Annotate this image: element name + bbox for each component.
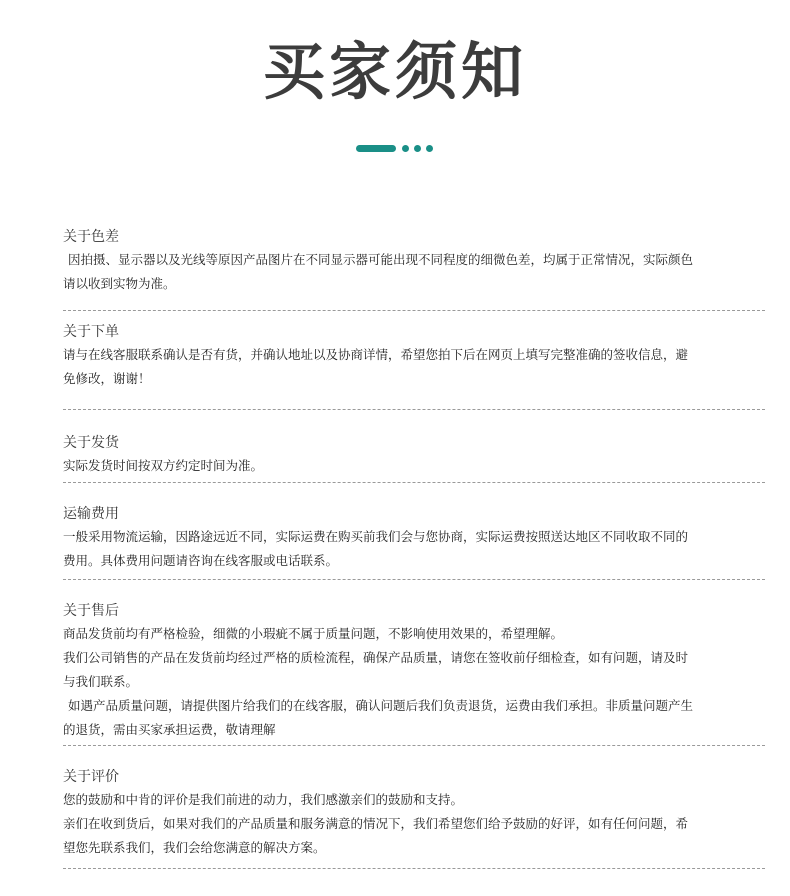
section-shipping: [63, 422, 765, 483]
section-after-sales: [63, 590, 765, 746]
section-text-line: 亲们在收到货后，如果对我们的产品质量和服务满意的情况下，我们希望您们给予鼓励的好评，如有任何问题，希: [63, 816, 689, 831]
section-text-line: 免修改，谢谢！: [63, 371, 151, 386]
section-text-line: 望您先联系我们，我们会给您满意的解决方案。: [63, 840, 326, 855]
section-text-line: 如遇产品质量问题，请提供图片给我们的在线客服，确认问题后我们负责退货，运费由我们承担。非质量问题产生: [68, 698, 694, 713]
section-text-line: 商品发货前均有严格检验，细微的小瑕疵不属于质量问题，不影响使用效果的，希望理解。: [63, 626, 564, 641]
section-text-line: 请以收到实物为准。: [63, 276, 176, 291]
section-heading: 关于售后: [63, 603, 119, 619]
section-ordering: [63, 311, 765, 410]
page-title: 买家须知: [262, 35, 527, 108]
ornament-dot: [414, 145, 421, 152]
notice-sections: [63, 226, 765, 869]
section-reviews: [63, 756, 765, 869]
section-text-line: 您的鼓励和中肯的评价是我们前进的动力，我们感激亲们的鼓励和支持。: [63, 792, 464, 807]
section-heading: 关于评价: [63, 769, 119, 785]
section-color-difference: [63, 226, 765, 311]
section-text-line: 我们公司销售的产品在发货前均经过严格的质检流程，确保产品质量，请您在签收前仔细检查，如有问题，请及时: [63, 650, 689, 665]
section-heading: 关于发货: [63, 435, 119, 451]
section-heading: 关于色差: [63, 229, 119, 245]
section-text-line: 的退货，需由买家承担运费，敬请理解: [63, 722, 276, 737]
section-text-line: 一般采用物流运输，因路途远近不同，实际运费在购买前我们会与您协商，实际运费按照送达地区不同收取不同的: [63, 529, 689, 544]
section-text-line: 费用。具体费用问题请咨询在线客服或电话联系。: [63, 553, 339, 568]
section-freight: [63, 493, 765, 580]
section-text-line: 实际发货时间按双方约定时间为准。: [63, 458, 264, 473]
title-ornament: [356, 144, 438, 152]
section-heading: 运输费用: [63, 506, 119, 522]
ornament-bar: [356, 145, 396, 152]
ornament-dot: [426, 145, 433, 152]
ornament-dot: [402, 145, 409, 152]
section-text-line: 与我们联系。: [63, 674, 139, 689]
section-heading: 关于下单: [63, 324, 119, 340]
section-text-line: 因拍摄、显示器以及光线等原因产品图片在不同显示器可能出现不同程度的细微色差，均属于正常情况，实际颜色: [68, 252, 694, 267]
section-text-line: 请与在线客服联系确认是否有货，并确认地址以及协商详情，希望您拍下后在网页上填写完整准确的签收信息，避: [63, 347, 689, 362]
